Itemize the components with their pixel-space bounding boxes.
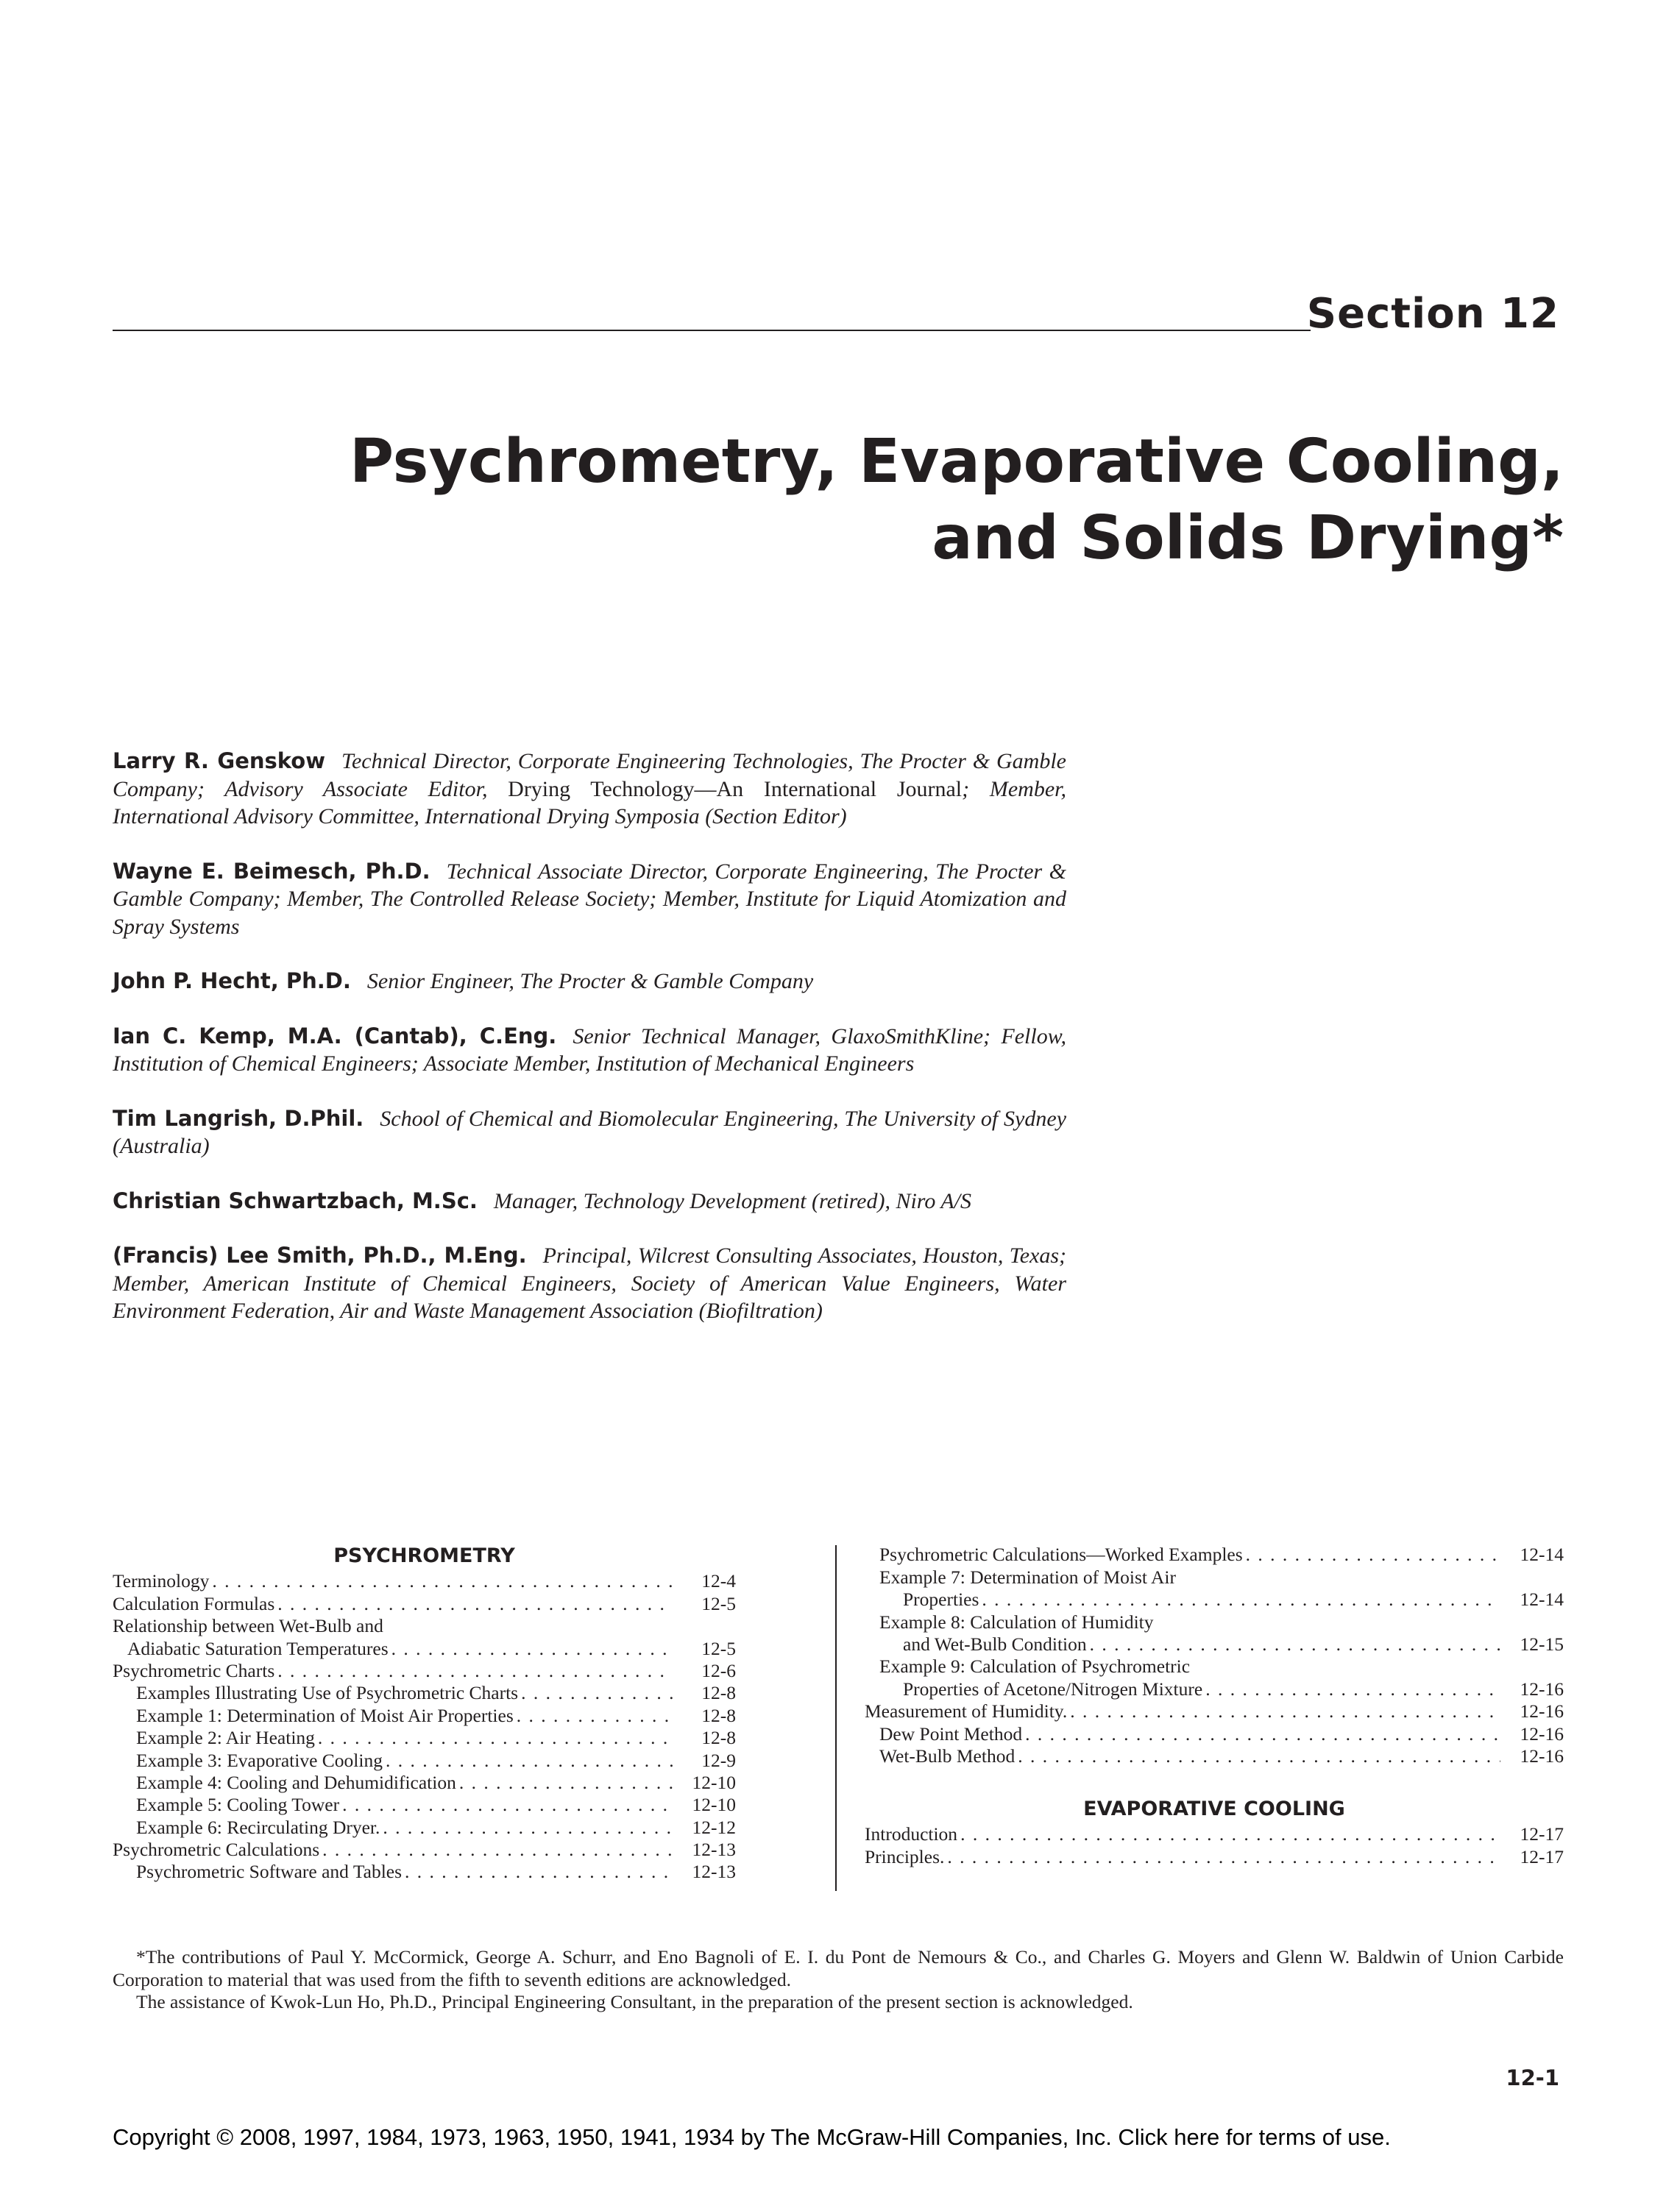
toc-entry-page: 12-5 bbox=[701, 1637, 736, 1659]
toc-entry-page: 12-8 bbox=[701, 1727, 736, 1749]
toc-entry-label: Example 9: Calculation of Psychrometric bbox=[879, 1656, 1191, 1678]
author-affiliation: Senior Technical Manager, GlaxoSmithKline; Fellow, Institution of Chemical Engineers; Associate Member, Institution of Mechanical Engineers bbox=[113, 1023, 1066, 1076]
toc-entry-page: 12-17 bbox=[1520, 1823, 1564, 1845]
toc-entry[interactable] bbox=[865, 1589, 1564, 1611]
author-entry bbox=[113, 748, 1066, 831]
author-affiliation: Manager, Technology Development (retired), Niro A/S bbox=[493, 1188, 971, 1213]
toc-entry-page: 12-10 bbox=[692, 1794, 736, 1816]
toc-entry-page: 12-8 bbox=[701, 1682, 736, 1704]
toc-entry-page: 12-16 bbox=[1520, 1722, 1564, 1745]
toc-entry[interactable] bbox=[865, 1745, 1564, 1767]
toc-entry-page: 12-9 bbox=[701, 1749, 736, 1771]
author-list bbox=[113, 748, 1066, 1352]
author-affiliation-cont: ; Member, International Advisory Committee, International Drying Symposia (Section Editor) bbox=[113, 776, 1066, 828]
toc-entry-label: Properties of Acetone/Nitrogen Mixture bbox=[903, 1678, 1203, 1700]
toc-entry[interactable] bbox=[113, 1861, 736, 1883]
toc-entry-label: Psychrometric Charts bbox=[113, 1659, 275, 1681]
author-entry bbox=[113, 1188, 1066, 1216]
author-affiliation: Senior Engineer, The Procter & Gamble Company bbox=[366, 969, 814, 993]
toc-entry-page: 12-8 bbox=[701, 1704, 736, 1726]
page-number: 12-1 bbox=[1506, 2065, 1559, 2090]
toc-entry-page: 12-6 bbox=[701, 1659, 736, 1681]
toc-entry-page: 12-5 bbox=[701, 1592, 736, 1614]
author-affiliation: School of Chemical and Biomolecular Engineering, The University of Sydney (Australia) bbox=[113, 1106, 1067, 1158]
toc-entry[interactable] bbox=[865, 1611, 1564, 1633]
toc-entry-page: 12-13 bbox=[692, 1861, 736, 1883]
author-affiliation: Technical Associate Director, Corporate Engineering, The Procter & Gamble Company; Member, The Controlled Release Society; Member, Institute for Liquid Atomization and Spray Systems bbox=[113, 859, 1067, 939]
toc-entry[interactable] bbox=[113, 1727, 736, 1749]
toc-entry-label: Relationship between Wet-Bulb and bbox=[113, 1615, 383, 1637]
author-name: John P. Hecht, Ph.D. bbox=[113, 968, 351, 993]
toc-entry-label: Examples Illustrating Use of Psychrometric Charts bbox=[136, 1682, 519, 1704]
toc-entry[interactable] bbox=[865, 1722, 1564, 1745]
toc-entry-page: 12-14 bbox=[1520, 1589, 1564, 1611]
toc-entry[interactable] bbox=[113, 1660, 736, 1682]
title-line-1: Psychrometry, Evaporative Cooling, bbox=[350, 427, 1564, 497]
toc-entry-label: Principles. bbox=[865, 1845, 945, 1867]
toc-entry-page: 12-10 bbox=[692, 1771, 736, 1793]
footnote-assistance: The assistance of Kwok-Lun Ho, Ph.D., Principal Engineering Consultant, in the preparation of the present section is acknowledged. bbox=[136, 1991, 1133, 2012]
toc-entry-label: Example 7: Determination of Moist Air bbox=[879, 1566, 1176, 1588]
toc-entry-label: and Wet-Bulb Condition bbox=[903, 1633, 1087, 1655]
author-entry bbox=[113, 1023, 1066, 1078]
toc-entry[interactable] bbox=[113, 1772, 736, 1794]
toc-entry[interactable] bbox=[113, 1749, 736, 1771]
toc-entry[interactable] bbox=[865, 1845, 1564, 1867]
toc-entry-label: Example 4: Cooling and Dehumidification bbox=[136, 1771, 456, 1793]
toc-entry-label: Example 1: Determination of Moist Air Properties bbox=[136, 1704, 514, 1726]
toc-entry[interactable] bbox=[865, 1656, 1564, 1678]
toc-heading-evaporative-cooling: EVAPORATIVE COOLING bbox=[1083, 1797, 1345, 1820]
toc-entry[interactable] bbox=[865, 1678, 1564, 1700]
toc-entry[interactable] bbox=[113, 1794, 736, 1816]
author-affiliation: Principal, Wilcrest Consulting Associates, Houston, Texas; Member, American Institute of Chemical Engineers, Society of American Value Engineers, Water Environment Federation, Air and Waste Management Association (Biofiltration) bbox=[113, 1243, 1066, 1323]
author-publication: Drying Technology—An International Journal bbox=[508, 776, 963, 801]
toc-entry-label: Calculation Formulas bbox=[113, 1592, 275, 1614]
toc-entry-label: Properties bbox=[903, 1589, 979, 1611]
toc-entry-label: Psychrometric Calculations—Worked Examples bbox=[879, 1544, 1243, 1566]
author-entry bbox=[113, 1242, 1066, 1325]
toc-entry-label: Example 6: Recirculating Dryer. bbox=[136, 1816, 380, 1838]
author-name: (Francis) Lee Smith, Ph.D., M.Eng. bbox=[113, 1243, 527, 1268]
toc-entry-page: 12-12 bbox=[692, 1816, 736, 1838]
section-label: Section 12 bbox=[1306, 290, 1559, 338]
title-line-2: and Solids Drying* bbox=[932, 503, 1564, 573]
toc-entry-page: 12-13 bbox=[692, 1839, 736, 1861]
toc-entry-label: Psychrometric Software and Tables bbox=[136, 1861, 403, 1883]
toc-entry-label: Psychrometric Calculations bbox=[113, 1839, 320, 1861]
toc-heading-psychrometry: PSYCHROMETRY bbox=[333, 1544, 515, 1567]
author-name: Larry R. Genskow bbox=[113, 748, 326, 773]
author-entry bbox=[113, 858, 1066, 941]
author-name: Christian Schwartzbach, M.Sc. bbox=[113, 1188, 478, 1213]
toc-entry[interactable] bbox=[113, 1592, 736, 1614]
toc-entry-label: Measurement of Humidity. bbox=[865, 1700, 1068, 1722]
page-title bbox=[350, 424, 1564, 577]
toc-entry[interactable] bbox=[865, 1544, 1564, 1566]
toc-entry-page: 12-17 bbox=[1520, 1845, 1564, 1867]
toc-entry-label: Example 8: Calculation of Humidity bbox=[879, 1611, 1154, 1633]
footnote-acknowledgment: *The contributions of Paul Y. McCormick, George A. Schurr, and Eno Bagnoli of E. I. du Pont de Nemours & Co., and Charles G. Moyers and Glenn W. Baldwin of Union Carbide Corporation to material that was used from the fifth to seventh editions are acknowledged. bbox=[113, 1946, 1564, 1990]
toc-entry-label: Wet-Bulb Method bbox=[879, 1745, 1016, 1767]
toc-entry-label: Example 5: Cooling Tower bbox=[136, 1794, 340, 1816]
toc-entry-label: Adiabatic Saturation Temperatures bbox=[127, 1637, 389, 1659]
toc-entry[interactable] bbox=[113, 1637, 736, 1659]
toc-entry-page: 12-16 bbox=[1520, 1745, 1564, 1767]
copyright-link[interactable]: Copyright © 2008, 1997, 1984, 1973, 1963, 1950, 1941, 1934 by The McGraw-Hill Companies, Inc. Click here for terms of use. bbox=[113, 2124, 1391, 2150]
toc-entry[interactable] bbox=[113, 1615, 736, 1637]
author-entry bbox=[113, 968, 1066, 996]
toc-entry-page: 12-15 bbox=[1520, 1633, 1564, 1655]
author-name: Tim Langrish, D.Phil. bbox=[113, 1105, 364, 1131]
toc-left-column bbox=[113, 1544, 736, 1883]
toc-entry-label: Terminology bbox=[113, 1570, 210, 1592]
toc-column-divider bbox=[835, 1545, 837, 1891]
toc-entry[interactable] bbox=[865, 1633, 1564, 1656]
toc-entry-label: Dew Point Method bbox=[879, 1722, 1023, 1745]
toc-entry[interactable] bbox=[113, 1816, 736, 1838]
author-affiliation: Technical Director, Corporate Engineering Technologies, The Procter & Gamble Company; Advisory Associate Editor, bbox=[113, 749, 1066, 801]
footnote bbox=[113, 1946, 1564, 2014]
author-entry bbox=[113, 1105, 1066, 1160]
toc-right-column bbox=[865, 1544, 1564, 1868]
toc-entry-page: 12-4 bbox=[701, 1570, 736, 1592]
author-name: Wayne E. Beimesch, Ph.D. bbox=[113, 858, 430, 884]
toc-entry[interactable] bbox=[113, 1682, 736, 1704]
toc-entry[interactable] bbox=[113, 1570, 736, 1592]
toc-entry[interactable] bbox=[865, 1566, 1564, 1588]
toc-entry-page: 12-14 bbox=[1520, 1544, 1564, 1566]
section-rule bbox=[113, 330, 1311, 331]
toc-entry-page: 12-16 bbox=[1520, 1700, 1564, 1722]
toc-entry[interactable] bbox=[865, 1823, 1564, 1845]
toc-entry-label: Introduction bbox=[865, 1823, 958, 1845]
toc-entry[interactable] bbox=[113, 1839, 736, 1861]
toc-entry[interactable] bbox=[865, 1700, 1564, 1722]
toc-entry-page: 12-16 bbox=[1520, 1678, 1564, 1700]
author-name: Ian C. Kemp, M.A. (Cantab), C.Eng. bbox=[113, 1023, 557, 1048]
toc-entry-label: Example 2: Air Heating bbox=[136, 1727, 315, 1749]
toc-entry[interactable] bbox=[113, 1704, 736, 1726]
toc-entry-label: Example 3: Evaporative Cooling bbox=[136, 1749, 383, 1771]
